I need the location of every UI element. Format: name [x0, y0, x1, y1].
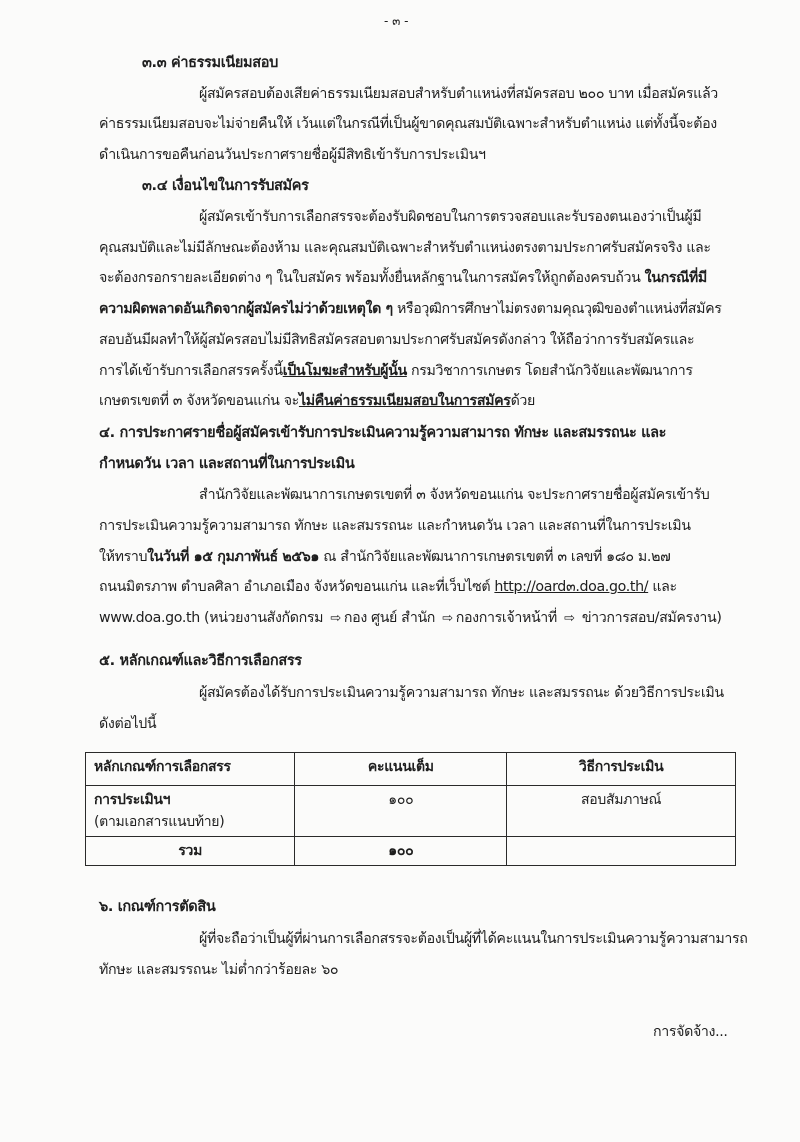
section-5-heading: ๕. หลักเกณฑ์และวิธีการเลือกสรร	[99, 653, 302, 669]
page-number: - ๓ -	[384, 14, 409, 28]
section-3-4-line-3-bold: ในกรณีที่มี	[644, 270, 707, 286]
section-3-4-line-4-text: หรือวุฒิการศึกษาไม่ตรงตามคุณวุฒิของตำแหน่งที่สมัคร	[392, 301, 722, 317]
section-5-line-1: ผู้สมัครต้องได้รับการประเมินความรู้ความสามารถ ทักษะ และสมรรถนะ ด้วยวิธีการประเมิน	[199, 685, 724, 701]
section-3-4-line-6-text: การได้เข้ารับการเลือกสรรครั้งนี้	[99, 363, 283, 379]
section-3-4-line-3-text: จะต้องกรอกรายละเอียดต่าง ๆ ในใบสมัคร พร้อมทั้งยื่นหลักฐานในการสมัครให้ถูกต้องครบถ้วน	[99, 270, 645, 286]
column-header-criterion: หลักเกณฑ์การเลือกสรร	[86, 753, 295, 786]
section-3-4-line-4-bold: ความผิดพลาดอันเกิดจากผู้สมัครไม่ว่าด้วยเหตุใด ๆ	[99, 301, 393, 317]
section-3-4-line-5: สอบอันมีผลทำให้ผู้สมัครสอบไม่มีสิทธิสมัครสอบตามประกาศรับสมัครดังกล่าว ให้ถือว่าการรับสมัครและ	[99, 332, 695, 348]
section-3-4-line-3	[99, 268, 707, 288]
section-6-heading: ๖. เกณฑ์การตัดสิน	[99, 899, 216, 915]
section-3-4-line-7-rest: ด้วย	[510, 393, 536, 409]
arrow-right-icon: ⇨	[442, 611, 453, 626]
continuation-text: การจัดจ้าง...	[653, 1024, 728, 1040]
arrow-right-icon: ⇨	[330, 611, 341, 626]
score-cell: ๑๐๐	[295, 786, 507, 837]
section-3-4-void-notice: เป็นโมฆะสำหรับผู้นั้น	[282, 363, 407, 379]
table-row	[86, 786, 736, 837]
section-4-line-1: สำนักวิจัยและพัฒนาการเกษตรเขตที่ ๓ จังหวัดขอนแก่น จะประกาศรายชื่อผู้สมัครเข้ารับ	[199, 487, 710, 503]
section-3-4-line-4	[99, 299, 722, 319]
section-3-4-no-refund-notice: ไม่คืนค่าธรรมเนียมสอบในการสมัคร	[298, 393, 511, 409]
section-4-heading-line-2: กำหนดวัน เวลา และสถานที่ในการประเมิน	[99, 456, 355, 472]
section-3-3-line-3: ดำเนินการขอคืนก่อนวันประกาศรายชื่อผู้มีสิทธิเข้ารับการประเมินฯ	[99, 147, 486, 163]
total-label: รวม	[86, 837, 295, 866]
section-4-line-4-text: ถนนมิตรภาพ ตำบลศิลา อำเภอเมือง จังหวัดขอนแก่น และที่เว็บไซต์	[99, 579, 495, 595]
table-total-row	[86, 837, 736, 866]
section-4-line-2: การประเมินความรู้ความสามารถ ทักษะ และสมรรถนะ และกำหนดวัน เวลา และสถานที่ในการประเมิน	[99, 518, 691, 534]
section-3-3-heading: ๓.๓ ค่าธรรมเนียมสอบ	[142, 55, 278, 71]
arrow-right-icon: ⇨	[564, 611, 575, 626]
section-3-4-line-6	[99, 361, 693, 381]
section-4-line-3-rest: ณ สำนักวิจัยและพัฒนาการเกษตรเขตที่ ๓ เลขที่ ๑๘๐ ม.๒๗	[319, 549, 671, 565]
criterion-note: (ตามเอกสารแนบท้าย)	[94, 814, 225, 830]
section-5-line-2: ดังต่อไปนี้	[99, 716, 157, 732]
section-3-3-line-2: ค่าธรรมเนียมสอบจะไม่จ่ายคืนให้ เว้นแต่ในกรณีที่เป็นผู้ขาดคุณสมบัติเฉพาะสำหรับตำแหน่ง แต่ทั้งนี้จะต้อง	[99, 116, 717, 132]
announcement-date: ในวันที่ ๑๕ กุมภาพันธ์ ๒๕๖๑	[147, 549, 320, 565]
section-4-line-5	[99, 608, 722, 629]
criterion-cell	[86, 786, 295, 837]
section-3-4-line-7-text: เกษตรเขตที่ ๓ จังหวัดขอนแก่น จะ	[99, 393, 299, 409]
column-header-full-score: คะแนนเต็ม	[295, 753, 507, 786]
total-score: ๑๐๐	[295, 837, 507, 866]
section-6-line-2: ทักษะ และสมรรถนะ ไม่ต่ำกว่าร้อยละ ๖๐	[99, 962, 339, 978]
section-4-heading-line-1: ๔. การประกาศรายชื่อผู้สมัครเข้ารับการประเมินความรู้ความสามารถ ทักษะ และสมรรถนะ และ	[99, 425, 667, 441]
section-3-4-line-7	[99, 391, 535, 411]
total-method	[507, 837, 736, 866]
section-4-line-4	[99, 577, 677, 597]
table-header-row	[86, 753, 736, 786]
website-link[interactable]: http://oard๓.doa.go.th/	[494, 579, 649, 595]
breadcrumb-item: กอง ศูนย์ สำนัก	[343, 610, 436, 626]
section-3-4-line-2: คุณสมบัติและไม่มีลักษณะต้องห้าม และคุณสมบัติเฉพาะสำหรับตำแหน่งตรงตามประกาศรับสมัครจริง และ	[99, 240, 711, 256]
section-3-3-line-1: ผู้สมัครสอบต้องเสียค่าธรรมเนียมสอบสำหรับตำแหน่งที่สมัครสอบ ๒๐๐ บาท เมื่อสมัครแล้ว	[199, 86, 718, 102]
section-4-line-4-rest: และ	[648, 579, 677, 595]
section-4-line-3-text: ให้ทราบ	[99, 549, 148, 565]
column-header-method: วิธีการประเมิน	[507, 753, 736, 786]
selection-criteria-table	[85, 752, 736, 866]
section-4-line-3	[99, 547, 670, 567]
section-6-line-1: ผู้ที่จะถือว่าเป็นผู้ที่ผ่านการเลือกสรรจะต้องเป็นผู้ที่ได้คะแนนในการประเมินความรู้ความสามารถ	[199, 931, 748, 947]
section-3-4-line-1: ผู้สมัครเข้ารับการเลือกสรรจะต้องรับผิดชอบในการตรวจสอบและรับรองตนเองว่าเป็นผู้มี	[199, 209, 702, 225]
breadcrumb-item: กองการเจ้าหน้าที่	[455, 610, 557, 626]
doa-website: www.doa.go.th (หน่วยงานสังกัดกรม	[99, 610, 324, 626]
section-3-4-line-6-rest: กรมวิชาการเกษตร โดยสำนักวิจัยและพัฒนาการ	[406, 363, 693, 379]
method-cell: สอบสัมภาษณ์	[507, 786, 736, 837]
criterion-name: การประเมินฯ	[94, 792, 171, 808]
section-3-4-heading: ๓.๔ เงื่อนไขในการรับสมัคร	[142, 178, 309, 194]
breadcrumb-item: ข่าวการสอบ/สมัครงาน)	[581, 610, 722, 626]
